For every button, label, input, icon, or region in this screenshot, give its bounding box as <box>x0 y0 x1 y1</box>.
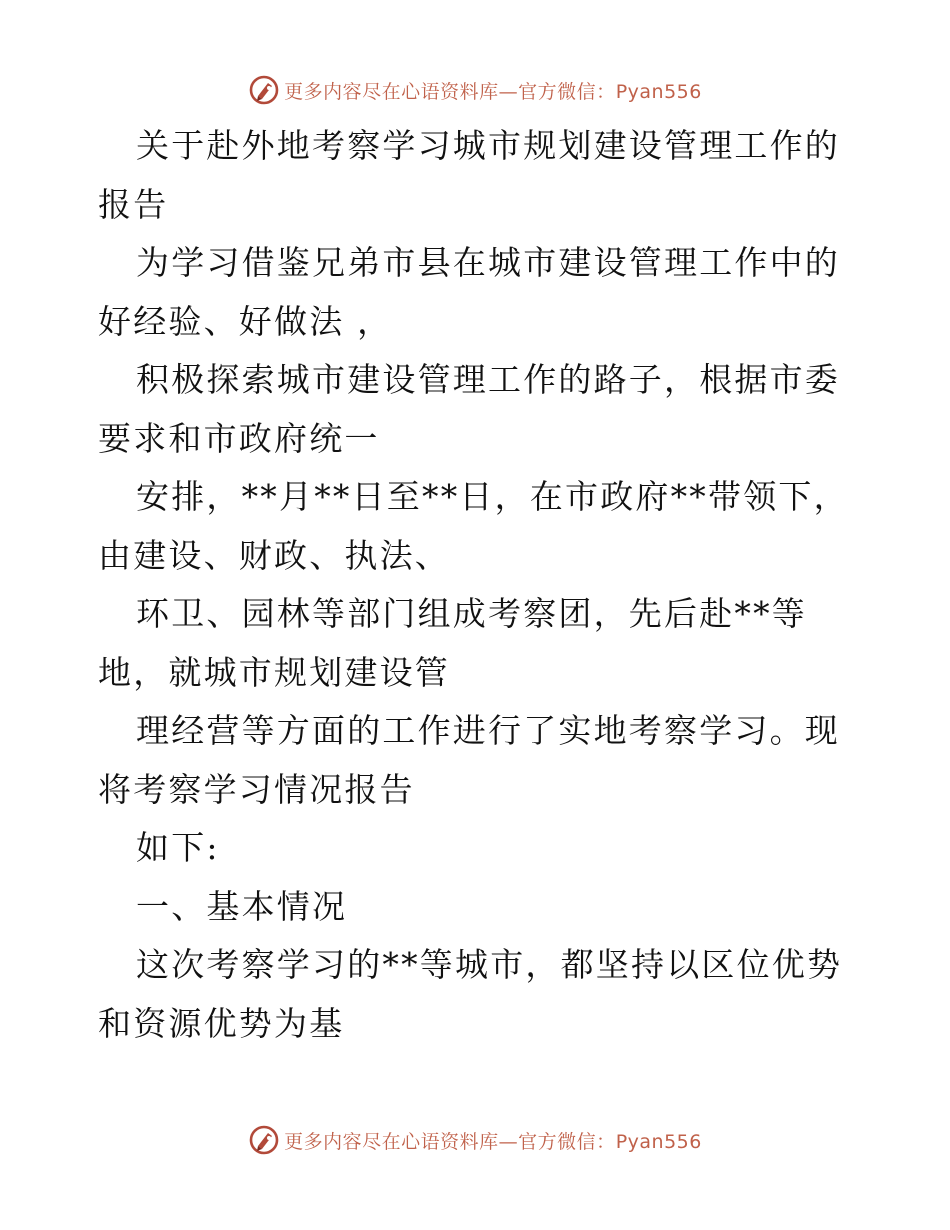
watermark-wechat-id: Pyan556 <box>615 1130 702 1153</box>
watermark-wechat-label: 官方微信： <box>518 1130 616 1153</box>
watermark-site: 更多内容尽在心语资料库 <box>284 1130 499 1153</box>
paragraph: 如下: <box>136 828 220 867</box>
watermark-separator: — <box>498 80 519 103</box>
paragraph: 为学习借鉴兄弟市县在城市建设管理工作中的好经验、好做法 ， <box>98 243 840 341</box>
watermark-text <box>284 77 702 104</box>
pen-logo-icon <box>248 74 280 106</box>
paragraph: 积极探索城市建设管理工作的路子，根据市委要求和市政府统一 <box>98 360 840 458</box>
watermark-wechat-id: Pyan556 <box>615 80 702 103</box>
document-body <box>98 117 858 1053</box>
watermark-text <box>284 1127 702 1154</box>
document-title: 关于赴外地考察学习城市规划建设管理工作的报告 <box>98 126 840 224</box>
paragraph: 这次考察学习的**等城市，都坚持以区位优势和资源优势为基 <box>98 945 843 1043</box>
pen-logo-icon <box>248 1124 280 1156</box>
footer-watermark <box>0 1120 950 1160</box>
watermark-wechat-label: 官方微信： <box>518 80 616 103</box>
section-heading: 一、基本情况 <box>136 886 348 926</box>
header-watermark <box>0 70 950 110</box>
paragraph: 安排，**月**日至**日，在市政府**带领下，由建设、财政、执法、 <box>98 477 849 575</box>
watermark-site: 更多内容尽在心语资料库 <box>284 80 499 103</box>
paragraph: 理经营等方面的工作进行了实地考察学习。现将考察学习情况报告 <box>98 711 840 809</box>
watermark-separator: — <box>498 1130 519 1153</box>
paragraph: 环卫、园林等部门组成考察团，先后赴**等地，就城市规划建设管 <box>98 594 807 692</box>
